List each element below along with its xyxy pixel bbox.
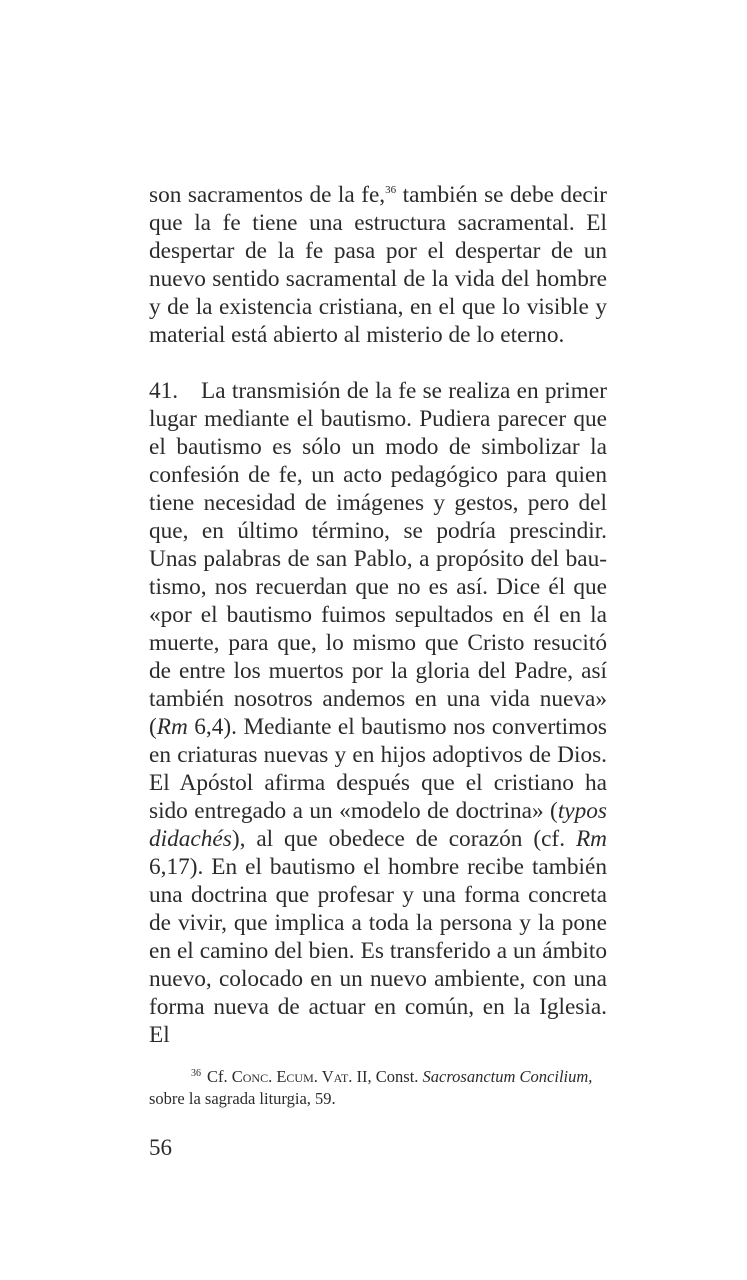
footnote-text: II, Const. bbox=[352, 1067, 423, 1086]
paragraph-text: La transmisión de la fe se realiza en primer lugar mediante el bautismo. Pudiera parecer que el bautismo es sólo un modo de simbolizar la confesión de fe, un acto pedagógico para quien tiene necesidad de imágenes y gestos, pero del que, en último término, se podría prescindir. Unas palabras de san Pablo, a propósito del bautismo, nos recuerdan que no es así. Dice él que «por el bautismo fuimos sepultados en él en la muerte, para que, lo mismo que Cristo resucitó de entre los muertos por la gloria del Padre, así también nosotros andemos en una vida nueva» ( bbox=[149, 378, 607, 740]
footnote-reference: 36 bbox=[385, 184, 397, 196]
scripture-reference: Rm bbox=[156, 714, 188, 740]
paragraph-41 bbox=[149, 377, 607, 1049]
paragraph-continuation bbox=[149, 181, 607, 349]
footnote bbox=[149, 1066, 619, 1110]
footnote-text: sobre la sagrada liturgia, 59. bbox=[149, 1089, 336, 1108]
document-title: Sacrosanctum Concilium, bbox=[422, 1067, 593, 1086]
paragraph-text: ), al que obedece de corazón (cf. bbox=[231, 826, 576, 852]
paragraph-text: también se debe decir que la fe tiene una estructura sacramental. El despertar de la fe pasa por el despertar de un nuevo sentido sacramental de la vida del hombre y de la existencia cristiana, en el que lo visible y material está abierto al misterio de lo eterno. bbox=[149, 182, 607, 348]
paragraph-number: 41. bbox=[149, 378, 179, 404]
council-name: Conc. Ecum. Vat. bbox=[231, 1067, 353, 1086]
greek-term: typos didachés bbox=[149, 798, 607, 852]
paragraph-text: 6,17). En el bautismo el hombre recibe también una doctrina que profesar y una forma concreta de vivir, que implica a toda la persona y la pone en el camino del bien. Es transferido a un ámbito nuevo, colocado en un nuevo ambiente, con una forma nueva de actuar en común, en la Iglesia. El bbox=[149, 854, 607, 1048]
scripture-reference: Rm bbox=[575, 826, 607, 852]
paragraph-text: 6,4). Mediante el bautismo nos convertimos en criaturas nuevas y en hijos adoptivos de Dios. El Apóstol afirma después que el cristiano ha sido entregado a un «modelo de doctrina» ( bbox=[149, 714, 607, 824]
footnote-number: 36 bbox=[191, 1068, 201, 1079]
paragraph-text: son sacramentos de la fe, bbox=[149, 182, 386, 208]
page-number: 56 bbox=[149, 1135, 172, 1160]
footnote-text: Cf. bbox=[207, 1067, 232, 1086]
